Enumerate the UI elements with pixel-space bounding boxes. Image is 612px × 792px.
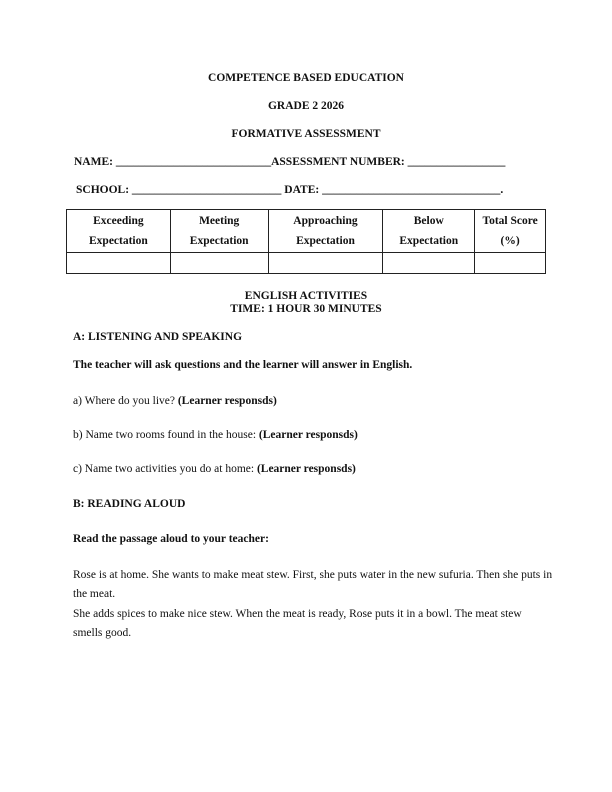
score-cell-total[interactable] [475, 253, 546, 274]
header-title: COMPETENCE BASED EDUCATION [208, 72, 404, 84]
score-table-header-row [67, 210, 546, 253]
section-a-instruction: The teacher will ask questions and the learner will answer in English. [73, 359, 413, 371]
school-field[interactable]: __________________________ [131, 184, 282, 196]
question-a: a) Where do you live? (Learner responsds) [73, 395, 277, 407]
score-cell-exceeding[interactable] [67, 253, 171, 274]
date-label: DATE: [281, 184, 323, 196]
assessment-number-label: ASSESSMENT NUMBER: [271, 156, 408, 168]
header-assessment-type: FORMATIVE ASSESSMENT [231, 128, 381, 140]
subject-title: ENGLISH ACTIVITIES [244, 290, 368, 302]
score-table-entry-row [67, 253, 546, 274]
school-row [76, 184, 503, 196]
score-cell-meeting[interactable] [170, 253, 268, 274]
school-label: SCHOOL: [76, 184, 132, 196]
name-field[interactable]: ___________________________ [115, 156, 272, 168]
score-cell-approaching[interactable] [268, 253, 383, 274]
date-field[interactable]: _______________________________. [322, 184, 504, 196]
question-c: c) Name two activities you do at home: (Learner responsds) [73, 463, 356, 475]
header-below: Below Expectation [383, 210, 475, 253]
name-row [74, 156, 505, 168]
name-label: NAME: [74, 156, 116, 168]
score-table [66, 209, 546, 274]
subject-time: TIME: 1 HOUR 30 MINUTES [230, 303, 382, 315]
section-b-instruction: Read the passage aloud to your teacher: [73, 533, 269, 545]
header-total-score: Total Score (%) [475, 210, 546, 253]
header-exceeding: Exceeding Expectation [67, 210, 171, 253]
question-b: b) Name two rooms found in the house: (Learner responsds) [73, 429, 358, 441]
header-meeting: Meeting Expectation [170, 210, 268, 253]
passage-paragraph-1: Rose is at home. She wants to make meat stew. First, she puts water in the new sufuria. Then she puts in the meat. [73, 569, 553, 600]
section-b-heading: B: READING ALOUD [73, 498, 186, 510]
score-cell-below[interactable] [383, 253, 475, 274]
section-a-heading: A: LISTENING AND SPEAKING [73, 331, 243, 343]
passage-paragraph-2: She adds spices to make nice stew. When the meat is ready, Rose puts it in a bowl. The meat stew smells good. [73, 608, 522, 639]
header-approaching: Approaching Expectation [268, 210, 383, 253]
header-grade: GRADE 2 2026 [267, 100, 345, 112]
assessment-number-field[interactable]: _________________ [407, 156, 506, 168]
